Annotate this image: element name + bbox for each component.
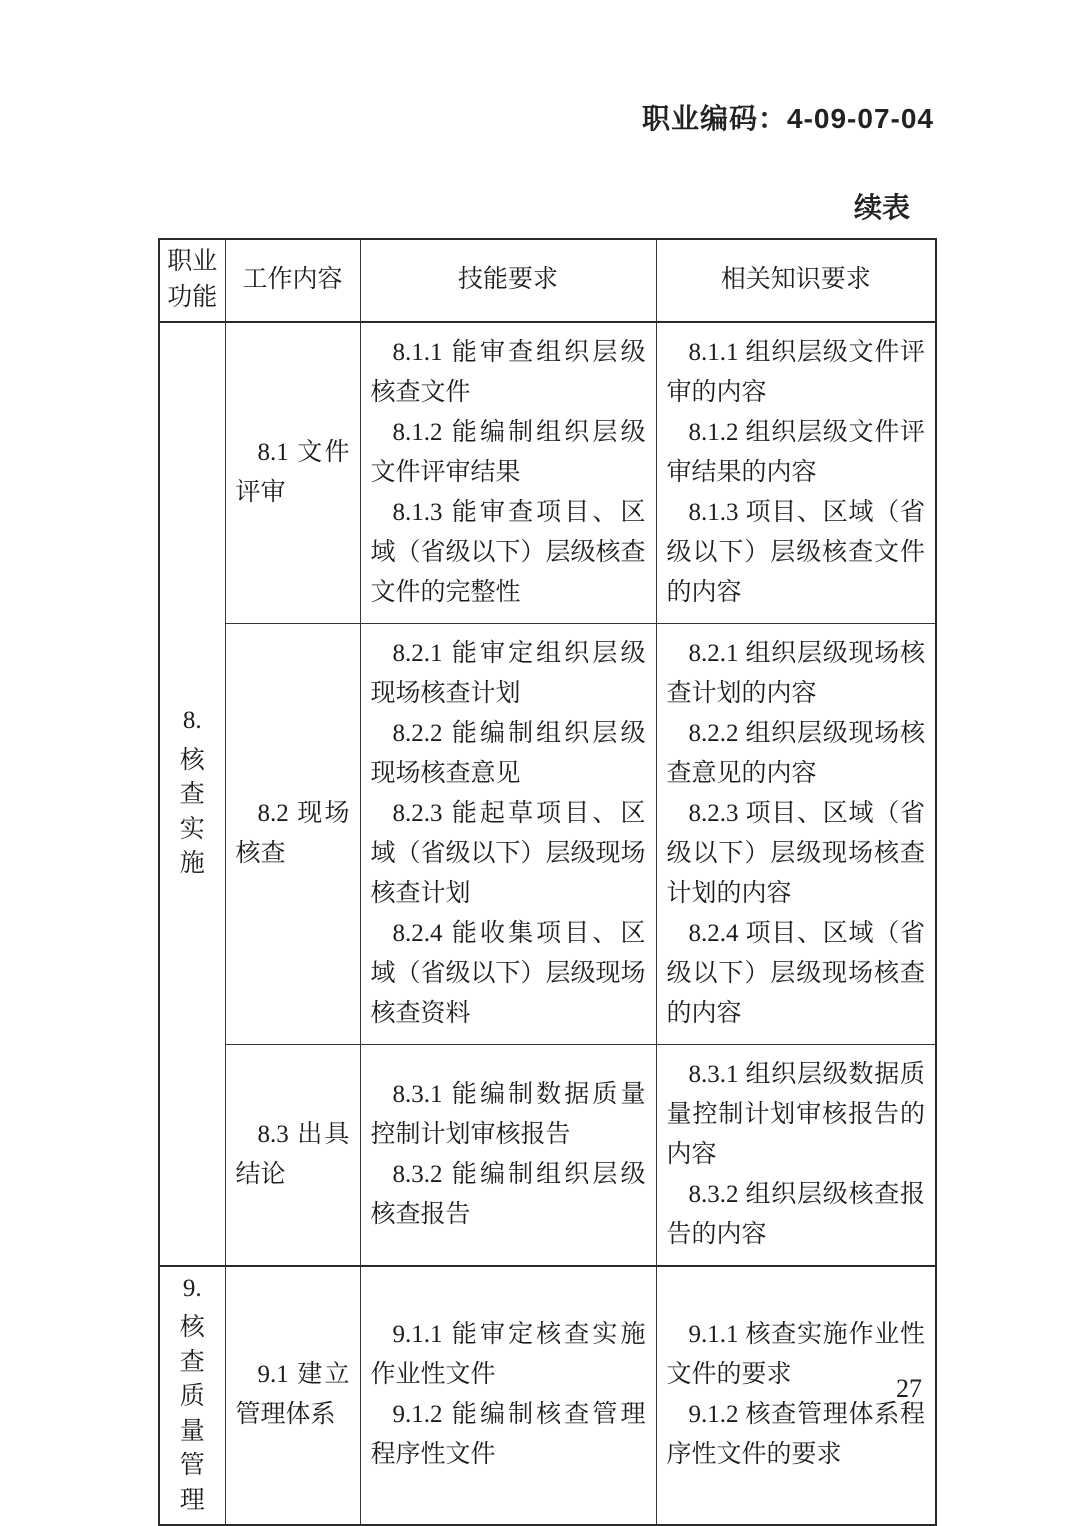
skills-cell-8-3 xyxy=(360,1044,656,1266)
table-row xyxy=(159,1044,936,1266)
skill-item: 8.2.3 能起草项目、区域（省级以下）层级现场核查计划 xyxy=(370,799,646,907)
knowledge-item: 8.1.3 项目、区域（省级以下）层级核查文件的内容 xyxy=(666,498,925,606)
function-cell-9 xyxy=(159,1266,225,1526)
knowledge-cell-8-2 xyxy=(656,623,936,1044)
header-work-content: 工作内容 xyxy=(225,239,360,322)
function-name-vertical: 核查实施 xyxy=(179,746,205,878)
knowledge-cell-8-3 xyxy=(656,1044,936,1266)
function-number: 8. xyxy=(182,707,202,735)
continued-table-label: 续表 xyxy=(853,193,910,224)
knowledge-item: 8.2.4 项目、区域（省级以下）层级现场核查的内容 xyxy=(666,919,925,1027)
skill-item: 8.1.2 能编制组织层级文件评审结果 xyxy=(370,418,646,486)
knowledge-cell-9-1 xyxy=(656,1266,936,1526)
function-cell-8 xyxy=(159,322,225,1266)
work-content-cell-9-1 xyxy=(225,1266,360,1526)
skill-item: 9.1.1 能审定核查实施作业性文件 xyxy=(370,1321,646,1389)
knowledge-item: 8.3.1 组织层级数据质量控制计划审核报告的内容 xyxy=(666,1060,925,1168)
header-skill-requirements: 技能要求 xyxy=(360,239,656,322)
skill-item: 8.2.4 能收集项目、区域（省级以下）层级现场核查资料 xyxy=(370,919,646,1027)
work-content-cell-8-3 xyxy=(225,1044,360,1266)
skill-item: 8.3.2 能编制组织层级核查报告 xyxy=(370,1160,646,1228)
header-knowledge-requirements: 相关知识要求 xyxy=(656,239,936,322)
skill-item: 8.1.3 能审查项目、区域（省级以下）层级核查文件的完整性 xyxy=(370,498,646,606)
work-content-cell-8-1 xyxy=(225,322,360,624)
knowledge-item: 9.1.2 核查管理体系程序性文件的要求 xyxy=(666,1401,925,1469)
table-header-row xyxy=(159,239,936,322)
occupational-standard-table xyxy=(158,238,937,1526)
table-row xyxy=(159,1266,936,1526)
skill-item: 8.2.1 能审定组织层级现场核查计划 xyxy=(370,639,646,707)
skills-cell-8-1 xyxy=(360,322,656,624)
knowledge-cell-8-1 xyxy=(656,322,936,624)
skill-item: 8.1.1 能审查组织层级核查文件 xyxy=(370,338,646,406)
work-content-cell-8-2 xyxy=(225,623,360,1044)
work-content-text: 8.2 现场核查 xyxy=(235,799,350,867)
table-row xyxy=(159,623,936,1044)
knowledge-item: 9.1.1 核查实施作业性文件的要求 xyxy=(666,1321,925,1389)
header-occupational-function: 职业功能 xyxy=(159,239,225,322)
knowledge-item: 8.1.2 组织层级文件评审结果的内容 xyxy=(666,418,925,486)
page-number: 27 xyxy=(896,1374,922,1403)
skills-cell-8-2 xyxy=(360,623,656,1044)
knowledge-item: 8.2.3 项目、区域（省级以下）层级现场核查计划的内容 xyxy=(666,799,925,907)
skills-cell-9-1 xyxy=(360,1266,656,1526)
work-content-text: 8.3 出具结论 xyxy=(235,1120,350,1188)
function-number: 9. xyxy=(182,1274,202,1302)
skill-item: 9.1.2 能编制核查管理程序性文件 xyxy=(370,1401,646,1469)
work-content-text: 8.1 文件评审 xyxy=(235,438,350,506)
knowledge-item: 8.1.1 组织层级文件评审的内容 xyxy=(666,338,925,406)
table-row xyxy=(159,322,936,624)
function-name-vertical: 核查质量管理 xyxy=(179,1314,205,1514)
occupation-code-label: 职业编码：4-09-07-04 xyxy=(642,103,934,134)
knowledge-item: 8.3.2 组织层级核查报告的内容 xyxy=(666,1180,925,1248)
skill-item: 8.2.2 能编制组织层级现场核查意见 xyxy=(370,719,646,787)
knowledge-item: 8.2.1 组织层级现场核查计划的内容 xyxy=(666,639,925,707)
work-content-text: 9.1 建立管理体系 xyxy=(235,1361,350,1429)
skill-item: 8.3.1 能编制数据质量控制计划审核报告 xyxy=(370,1080,646,1148)
knowledge-item: 8.2.2 组织层级现场核查意见的内容 xyxy=(666,719,925,787)
